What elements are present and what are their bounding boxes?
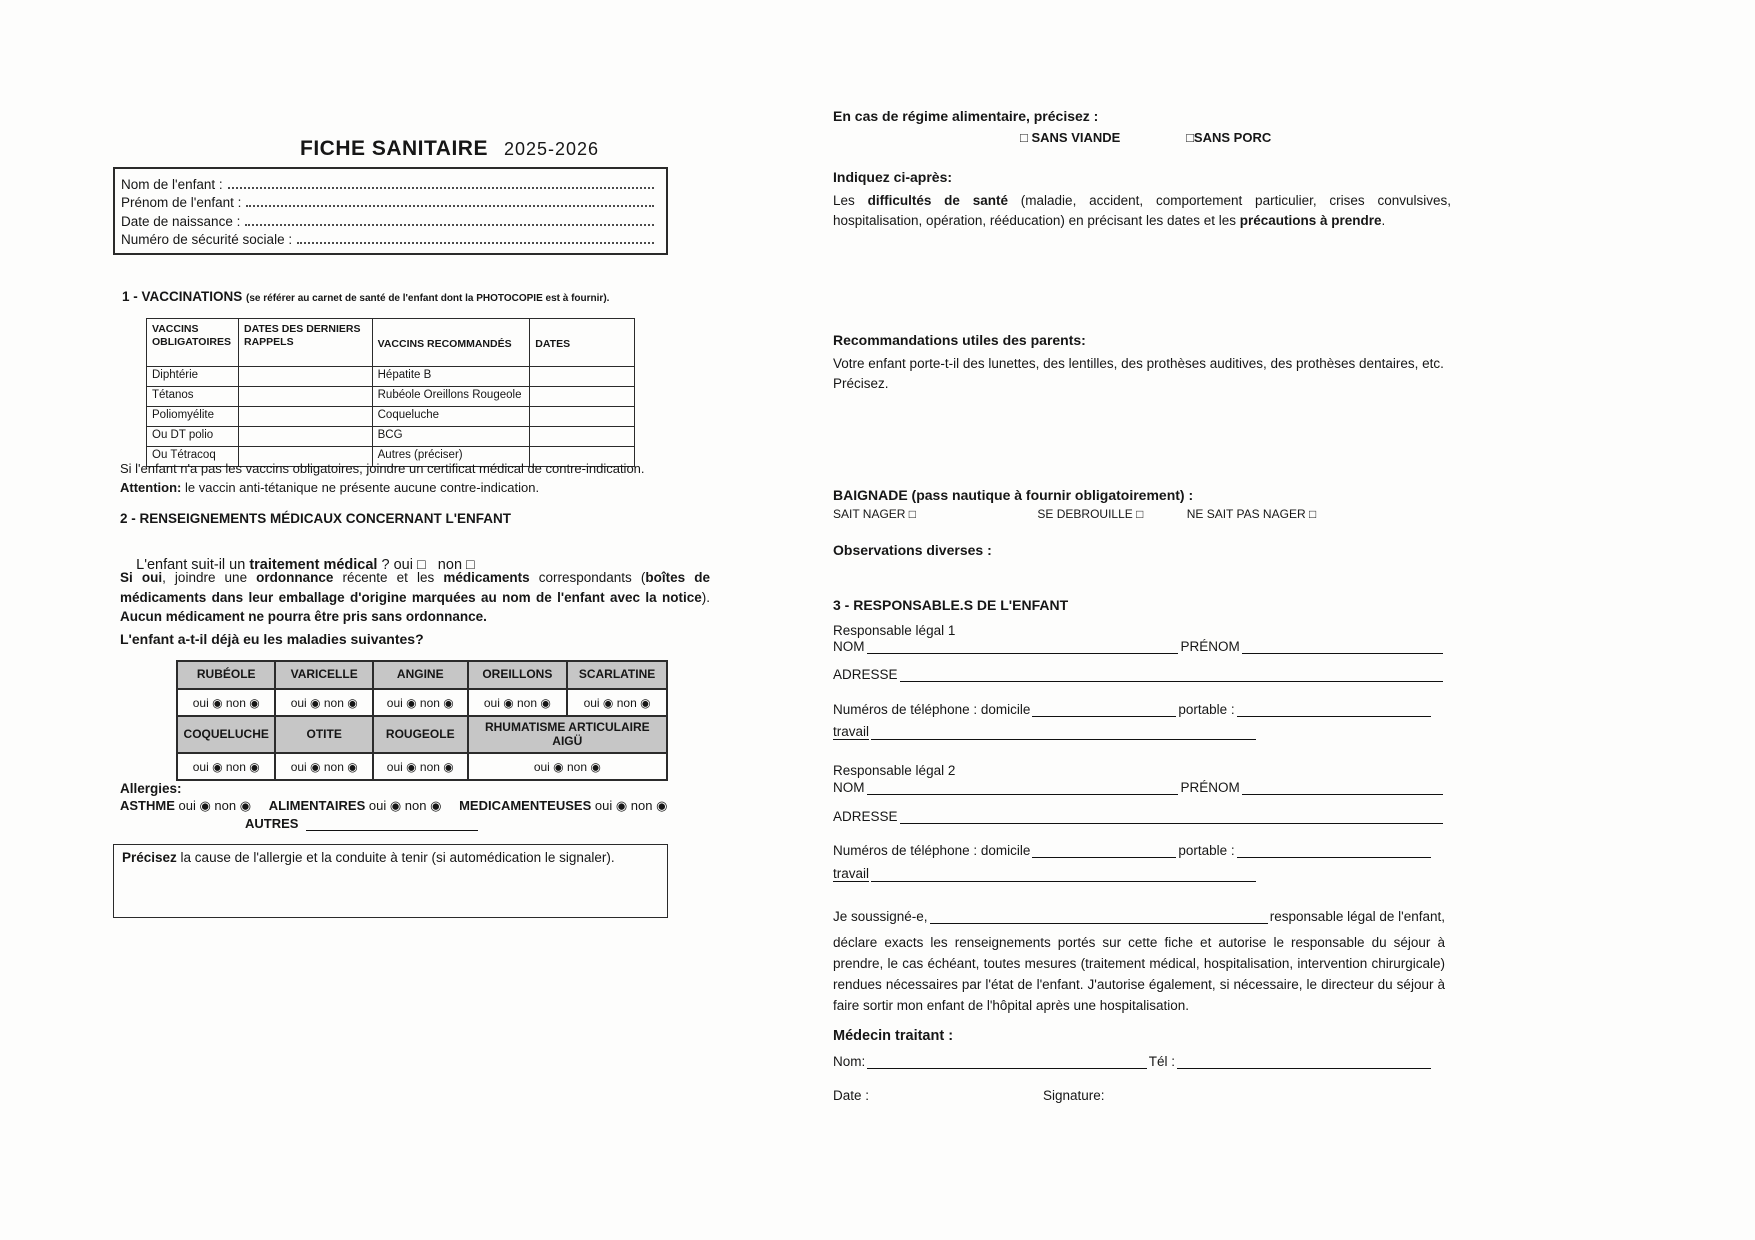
ne-sait-pas-nager-checkbox: NE SAIT PAS NAGER □ (1186, 507, 1317, 521)
birthdate-field-line (121, 210, 658, 229)
portable-blank (1237, 701, 1431, 717)
date-label: Date : (833, 1088, 870, 1103)
disease-varicelle: VARICELLE (275, 661, 372, 689)
date-rappel-blank (238, 427, 372, 447)
recommendations-heading: Recommandations utiles des parents: (833, 332, 1086, 348)
legal2-travail-line (833, 866, 1258, 882)
disease-scarlatine: SCARLATINE (567, 661, 667, 689)
sans-viande-checkbox: □ SANS VIANDE (1020, 130, 1121, 145)
portable-blank (1237, 842, 1431, 858)
col-dates-rappels: DATES DES DERNIERS RAPPELS (238, 319, 372, 367)
date-blank (530, 387, 635, 407)
date-rappel-blank (238, 387, 372, 407)
adresse-blank (900, 666, 1443, 682)
portable-label: portable : (1178, 843, 1235, 858)
disease-coqueluche: COQUELUCHE (177, 716, 275, 753)
name-field-line (121, 173, 658, 192)
prenom-blank (1242, 779, 1443, 795)
legal1-tel-line (833, 701, 1433, 717)
vaccination-note (120, 459, 680, 497)
vaccin-obligatoire: Poliomyélite (147, 407, 239, 427)
disease-oreillons: OREILLONS (468, 661, 568, 689)
date-rappel-blank (238, 367, 372, 387)
seg: ordonnance (256, 570, 334, 585)
ssn-field-line (121, 229, 658, 248)
recommendations-body (833, 354, 1453, 393)
seg: (maladie, accident, comportement particulier, crises convulsives, hospitalisation, opération, rééducation) en précisant les dates et les (833, 193, 1451, 228)
legal1-adresse-line (833, 666, 1445, 682)
legal1-label: Responsable légal 1 (833, 623, 956, 638)
seg: Aucun médicament ne pourra être pris sans ordonnance. (120, 609, 487, 624)
ouinon-cell: oui ◉ non ◉ (275, 753, 372, 780)
alimentaires-label: ALIMENTAIRES (268, 798, 366, 813)
baignade-heading: BAIGNADE (pass nautique à fournir obligatoirement) : (833, 487, 1194, 503)
note-line-2 (120, 478, 680, 497)
vaccin-obligatoire: Ou Tétracoq (147, 447, 239, 467)
ssn-blank (297, 242, 654, 244)
travail-blank (871, 724, 1256, 740)
medecin-nom-blank (867, 1053, 1146, 1069)
adresse-label: ADRESSE (833, 667, 898, 682)
medecin-nom-label: Nom: (833, 1054, 866, 1069)
left-page (0, 0, 780, 1240)
disease-answer-row (177, 753, 667, 780)
seg: récente et les (333, 570, 444, 585)
disease-answer-row (177, 689, 667, 716)
ssn-label: Numéro de sécurité sociale : (121, 232, 293, 247)
attention-text: le vaccin anti-tétanique ne présente aucune contre-indication. (181, 480, 540, 495)
seg: boîtes de médicaments dans leur emballage d'origine marquées au nom de l'enfant avec la notice (120, 570, 710, 605)
allergies-heading: Allergies: (120, 781, 182, 796)
diseases-table (176, 660, 668, 781)
soussigne-blank (930, 908, 1268, 924)
ouinon: oui ◉ non ◉ (368, 798, 442, 813)
vaccin-recommande: Coqueluche (372, 407, 530, 427)
sait-nager-checkbox: SAIT NAGER □ (833, 507, 917, 521)
medicamenteuses-label: MEDICAMENTEUSES (459, 798, 592, 813)
legal2-label: Responsable légal 2 (833, 763, 956, 778)
disease-otite: OTITE (275, 716, 372, 753)
vaccination-header-row (147, 319, 635, 367)
seg: , joindre une (162, 570, 257, 585)
sans-porc-checkbox: □SANS PORC (1186, 130, 1272, 145)
ouinon: oui ◉ non ◉ (178, 798, 252, 813)
seg: difficultés de santé (867, 193, 1008, 208)
right-page (780, 0, 1755, 1240)
treatment-q-pre: L'enfant suit-il un (136, 557, 250, 573)
autres-line (245, 815, 480, 831)
child-firstname-blank (246, 205, 654, 207)
travail-blank (871, 866, 1256, 882)
legal2-nom-line (833, 779, 1445, 795)
seg: médicaments (443, 570, 530, 585)
page-title: FICHE SANITAIRE (300, 137, 488, 160)
travail-label: travail (833, 724, 870, 739)
medecin-tel-blank (1177, 1053, 1431, 1069)
vaccin-obligatoire: Diphtérie (147, 367, 239, 387)
domicile-blank (1032, 842, 1176, 858)
portable-label: portable : (1178, 702, 1235, 717)
ouinon-cell: oui ◉ non ◉ (373, 689, 468, 716)
ouinon-cell: oui ◉ non ◉ (275, 689, 372, 716)
responsable-legal-label: responsable légal de l'enfant, (1269, 909, 1445, 924)
indicate-heading: Indiquez ci-après: (833, 169, 953, 185)
col-vaccins-recommandes: VACCINS RECOMMANDÉS (372, 319, 530, 367)
precisez-label: Précisez (122, 850, 177, 865)
section1-heading (122, 289, 609, 304)
se-debrouille-checkbox: SE DEBROUILLE □ (1037, 507, 1144, 521)
diet-options (1020, 130, 1271, 145)
legal2-adresse-line (833, 808, 1445, 824)
table-row (147, 387, 635, 407)
child-name-blank (228, 187, 654, 189)
asthme-label: ASTHME (120, 798, 175, 813)
domicile-blank (1032, 701, 1176, 717)
precisez-text: la cause de l'allergie et la conduite à tenir (si automédication le signaler). (176, 850, 615, 865)
nom-blank (867, 779, 1179, 795)
baignade-options (833, 507, 1316, 521)
table-row (147, 367, 635, 387)
disease-rubeole: RUBÉOLE (177, 661, 275, 689)
col-vaccins-obligatoires: VACCINS OBLIGATOIRES (147, 319, 239, 367)
seg: correspondants ( (529, 570, 646, 585)
adresse-label: ADRESSE (833, 809, 898, 824)
medecin-heading: Médecin traitant : (833, 1028, 954, 1044)
disease-angine: ANGINE (373, 661, 468, 689)
date-blank (530, 367, 635, 387)
medecin-tel-label: Tél : (1148, 1054, 1175, 1069)
diet-heading: En cas de régime alimentaire, précisez : (833, 108, 1099, 124)
child-firstname-label: Prénom de l'enfant : (121, 195, 242, 210)
section1-title: 1 - VACCINATIONS (122, 289, 243, 304)
travail-label: travail (833, 866, 870, 881)
treatment-q-choices: ? oui □ non □ (377, 557, 475, 573)
school-year: 2025-2026 (503, 139, 600, 159)
firstname-field-line (121, 192, 658, 211)
adresse-blank (900, 808, 1443, 824)
date-blank (530, 407, 635, 427)
vaccin-obligatoire: Ou DT polio (147, 427, 239, 447)
ordonnance-paragraph (120, 568, 710, 627)
seg: . (1381, 213, 1386, 228)
prenom-label: PRÉNOM (1180, 780, 1240, 795)
tel-label: Numéros de téléphone : domicile (833, 843, 1031, 858)
ouinon-cell: oui ◉ non ◉ (373, 753, 468, 780)
seg: Les (833, 193, 868, 208)
vaccin-recommande: Hépatite B (372, 367, 530, 387)
ouinon-cell: oui ◉ non ◉ (468, 689, 568, 716)
nom-label: NOM (833, 780, 865, 795)
prenom-label: PRÉNOM (1180, 639, 1240, 654)
date-rappel-blank (238, 407, 372, 427)
recommendations-line1: Votre enfant porte-t-il des lunettes, des lentilles, des prothèses auditives, des prothèses dentaires, etc. (833, 356, 1444, 371)
legal1-nom-line (833, 638, 1445, 654)
vaccin-recommande: Autres (préciser) (372, 447, 530, 467)
autres-label: AUTRES (245, 816, 299, 831)
nom-blank (867, 638, 1179, 654)
nom-label: NOM (833, 639, 865, 654)
section1-note: (se référer au carnet de santé de l'enfant dont la PHOTOCOPIE est à fournir). (246, 293, 610, 304)
recommendations-line2: Précisez. (833, 375, 889, 391)
identity-box (113, 167, 668, 255)
ouinon-cell: oui ◉ non ◉ (567, 689, 667, 716)
disease-rhumatisme: RHUMATISME ARTICULAIRE AIGÜ (468, 716, 667, 753)
legal2-tel-line (833, 842, 1433, 858)
disease-rougeole: ROUGEOLE (373, 716, 468, 753)
je-soussigne-line (833, 908, 1445, 924)
birthdate-blank (245, 224, 654, 226)
ouinon-cell: oui ◉ non ◉ (468, 753, 667, 780)
authorization-paragraph: déclare exacts les renseignements portés sur cette fiche et autorise le responsable du séjour à prendre, le cas échéant, toutes mesures (traitement médical, hospitalisation, intervention chirurgicale) rendues nécessaires par l'état de l'enfant. J'autorise également, si nécessaire, le directeur du séjour à faire sortir mon enfant de l'hôpital après une hospitalisation. (833, 935, 1445, 1013)
date-blank (530, 427, 635, 447)
seg: Si oui (120, 570, 163, 585)
disease-header-row (177, 661, 667, 689)
section3-title: 3 - RESPONSABLE.S DE L'ENFANT (833, 597, 1069, 613)
ouinon-cell: oui ◉ non ◉ (177, 689, 275, 716)
document-title-row (300, 137, 599, 161)
seg: ). (701, 589, 710, 605)
diseases-question: L'enfant a-t-il déjà eu les maladies suivantes? (120, 631, 424, 647)
allergy-details-box (113, 844, 668, 918)
vaccination-table (146, 318, 635, 467)
observations-heading: Observations diverses : (833, 542, 992, 558)
col-dates: DATES (530, 319, 635, 367)
allergies-line (120, 798, 667, 814)
tel-label: Numéros de téléphone : domicile (833, 702, 1031, 717)
table-row (147, 427, 635, 447)
table-row (147, 407, 635, 427)
treatment-q-bold: traitement médical (249, 557, 378, 573)
section2-title: 2 - RENSEIGNEMENTS MÉDICAUX CONCERNANT L'ENFANT (120, 511, 511, 526)
medecin-line (833, 1053, 1433, 1069)
je-soussigne-label: Je soussigné-e, (833, 909, 928, 924)
ouinon-cell: oui ◉ non ◉ (177, 753, 275, 780)
vaccin-recommande: Rubéole Oreillons Rougeole (372, 387, 530, 407)
vaccin-obligatoire: Tétanos (147, 387, 239, 407)
legal1-travail-line (833, 724, 1258, 740)
prenom-blank (1242, 638, 1443, 654)
attention-label: Attention: (120, 480, 182, 495)
disease-header-row (177, 716, 667, 753)
ouinon: oui ◉ non ◉ (594, 798, 668, 813)
indicate-paragraph (833, 191, 1451, 231)
seg: précautions à prendre (1239, 213, 1382, 228)
vaccin-recommande: BCG (372, 427, 530, 447)
note-line-1: Si l'enfant n'a pas les vaccins obligatoires, joindre un certificat médical de contre-indication. (120, 461, 645, 476)
child-name-label: Nom de l'enfant : (121, 176, 223, 192)
autres-blank (306, 815, 478, 831)
signature-label: Signature: (1043, 1088, 1105, 1103)
birthdate-label: Date de naissance : (121, 213, 241, 229)
